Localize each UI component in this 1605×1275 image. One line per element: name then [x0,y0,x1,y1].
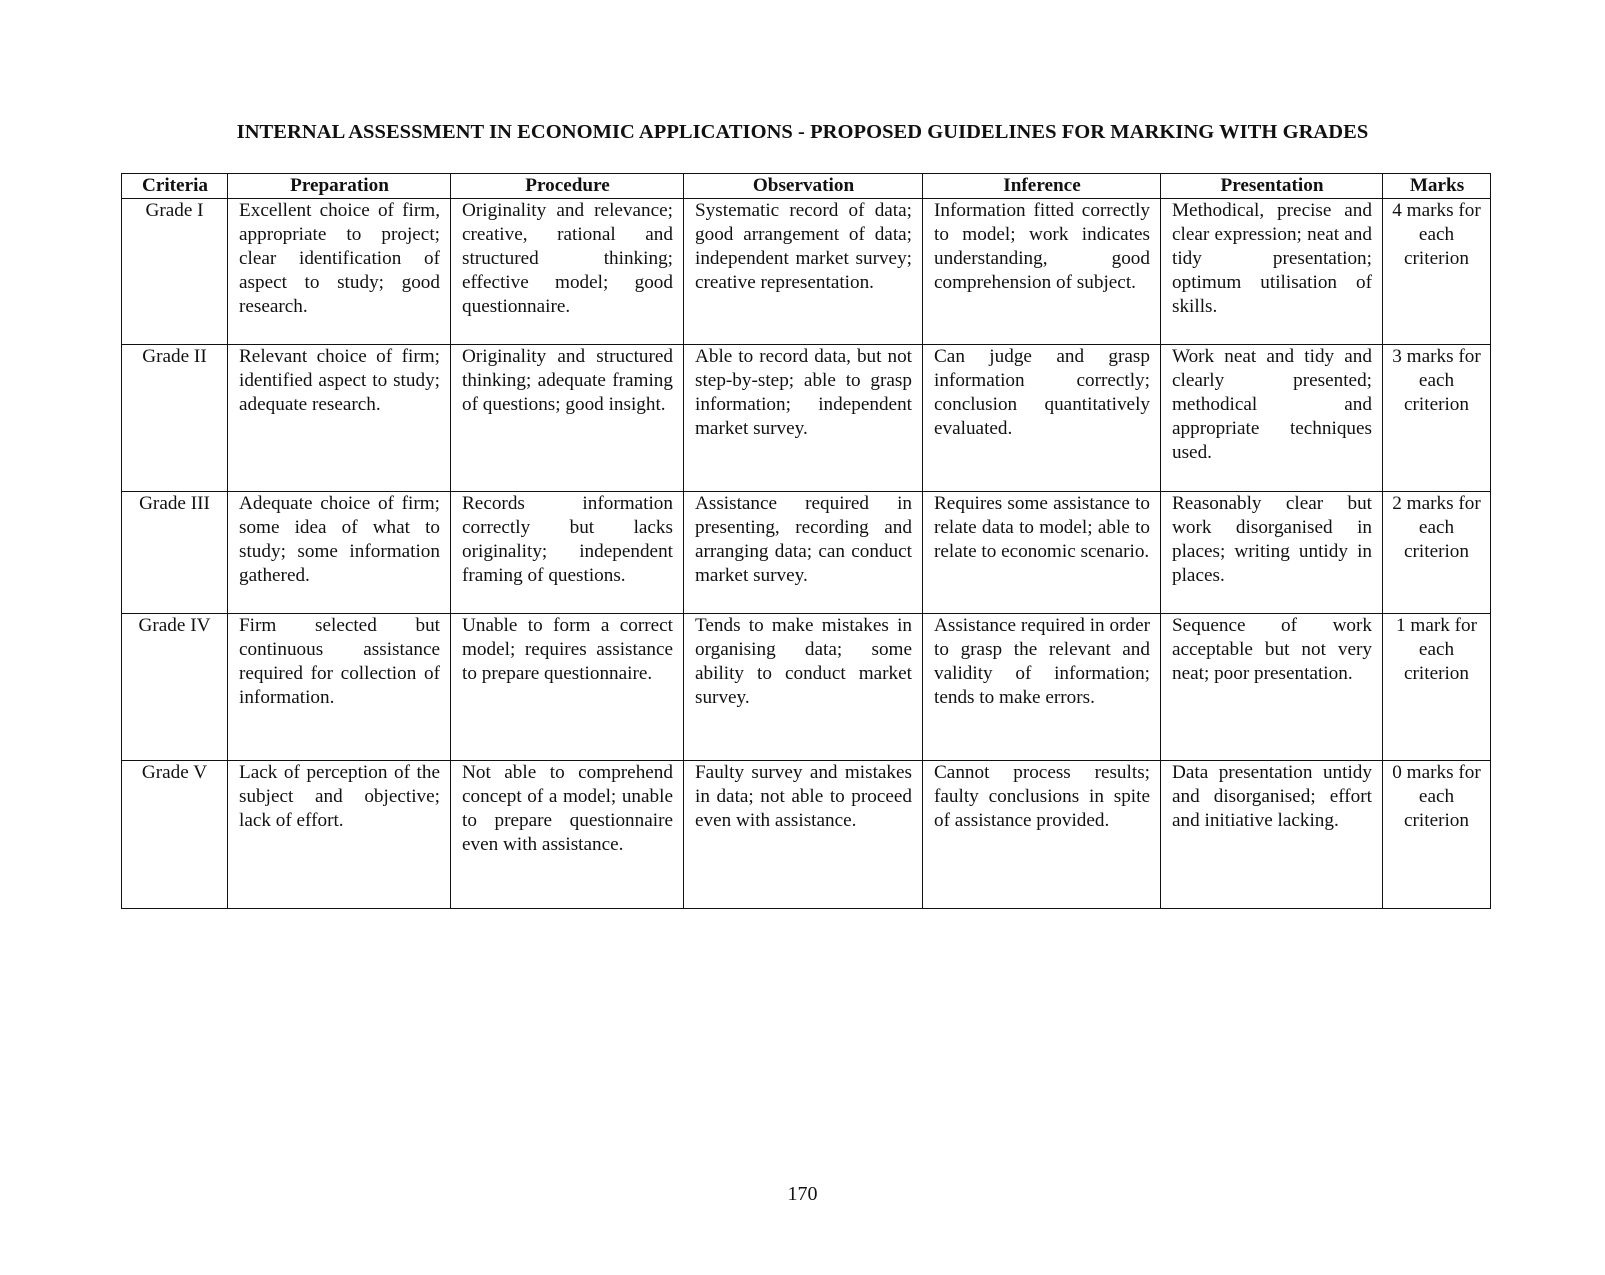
column-header-presentation: Presentation [1161,174,1383,199]
marks-cell: 0 marks for each criterion [1383,761,1491,909]
table-row [122,761,1491,909]
criteria-cell: Grade III [122,492,228,614]
criteria-cell: Grade V [122,761,228,909]
inference-cell: Information fitted correctly to model; work indicates understanding, good comprehension of subject. [923,199,1161,345]
presentation-cell: Sequence of work acceptable but not very neat; poor presentation. [1161,614,1383,761]
column-header-inference: Inference [923,174,1161,199]
observation-cell: Systematic record of data; good arrangement of data; independent market survey; creative representation. [684,199,923,345]
preparation-cell: Lack of perception of the subject and objective; lack of effort. [228,761,451,909]
presentation-cell: Reasonably clear but work disorganised in places; writing untidy in places. [1161,492,1383,614]
column-header-criteria: Criteria [122,174,228,199]
table-row [122,614,1491,761]
observation-cell: Tends to make mistakes in organising data; some ability to conduct market survey. [684,614,923,761]
criteria-cell: Grade IV [122,614,228,761]
inference-cell: Cannot process results; faulty conclusions in spite of assistance provided. [923,761,1161,909]
observation-cell: Able to record data, but not step-by-step; able to grasp information; independent market survey. [684,345,923,492]
marks-cell: 4 marks for each criterion [1383,199,1491,345]
procedure-cell: Unable to form a correct model; requires assistance to prepare questionnaire. [451,614,684,761]
marks-cell: 2 marks for each criterion [1383,492,1491,614]
page-number: 170 [787,1183,818,1205]
page-title: INTERNAL ASSESSMENT IN ECONOMIC APPLICATIONS - PROPOSED GUIDELINES FOR MARKING WITH GRADES [236,121,1369,143]
preparation-cell: Relevant choice of firm; identified aspect to study; adequate research. [228,345,451,492]
table-row [122,199,1491,345]
preparation-cell: Firm selected but continuous assistance required for collection of information. [228,614,451,761]
procedure-cell: Not able to comprehend concept of a model; unable to prepare questionnaire even with assistance. [451,761,684,909]
criteria-cell: Grade I [122,199,228,345]
inference-cell: Can judge and grasp information correctly; conclusion quantitatively evaluated. [923,345,1161,492]
marks-cell: 1 mark for each criterion [1383,614,1491,761]
preparation-cell: Excellent choice of firm, appropriate to project; clear identification of aspect to study; good research. [228,199,451,345]
procedure-cell: Originality and structured thinking; adequate framing of questions; good insight. [451,345,684,492]
column-header-preparation: Preparation [228,174,451,199]
inference-cell: Requires some assistance to relate data to model; able to relate to economic scenario. [923,492,1161,614]
header-row [122,174,1491,199]
presentation-cell: Work neat and tidy and clearly presented; methodical and appropriate techniques used. [1161,345,1383,492]
table-row [122,492,1491,614]
column-header-observation: Observation [684,174,923,199]
criteria-cell: Grade II [122,345,228,492]
grading-table [121,173,1491,909]
table-row [122,345,1491,492]
procedure-cell: Records information correctly but lacks originality; independent framing of questions. [451,492,684,614]
column-header-marks: Marks [1383,174,1491,199]
inference-cell: Assistance required in order to grasp the relevant and validity of information; tends to make errors. [923,614,1161,761]
procedure-cell: Originality and relevance; creative, rational and structured thinking; effective model; good questionnaire. [451,199,684,345]
preparation-cell: Adequate choice of firm; some idea of what to study; some information gathered. [228,492,451,614]
presentation-cell: Data presentation untidy and disorganised; effort and initiative lacking. [1161,761,1383,909]
column-header-procedure: Procedure [451,174,684,199]
observation-cell: Faulty survey and mistakes in data; not able to proceed even with assistance. [684,761,923,909]
presentation-cell: Methodical, precise and clear expression; neat and tidy presentation; optimum utilisation of skills. [1161,199,1383,345]
observation-cell: Assistance required in presenting, recording and arranging data; can conduct market survey. [684,492,923,614]
marks-cell: 3 marks for each criterion [1383,345,1491,492]
